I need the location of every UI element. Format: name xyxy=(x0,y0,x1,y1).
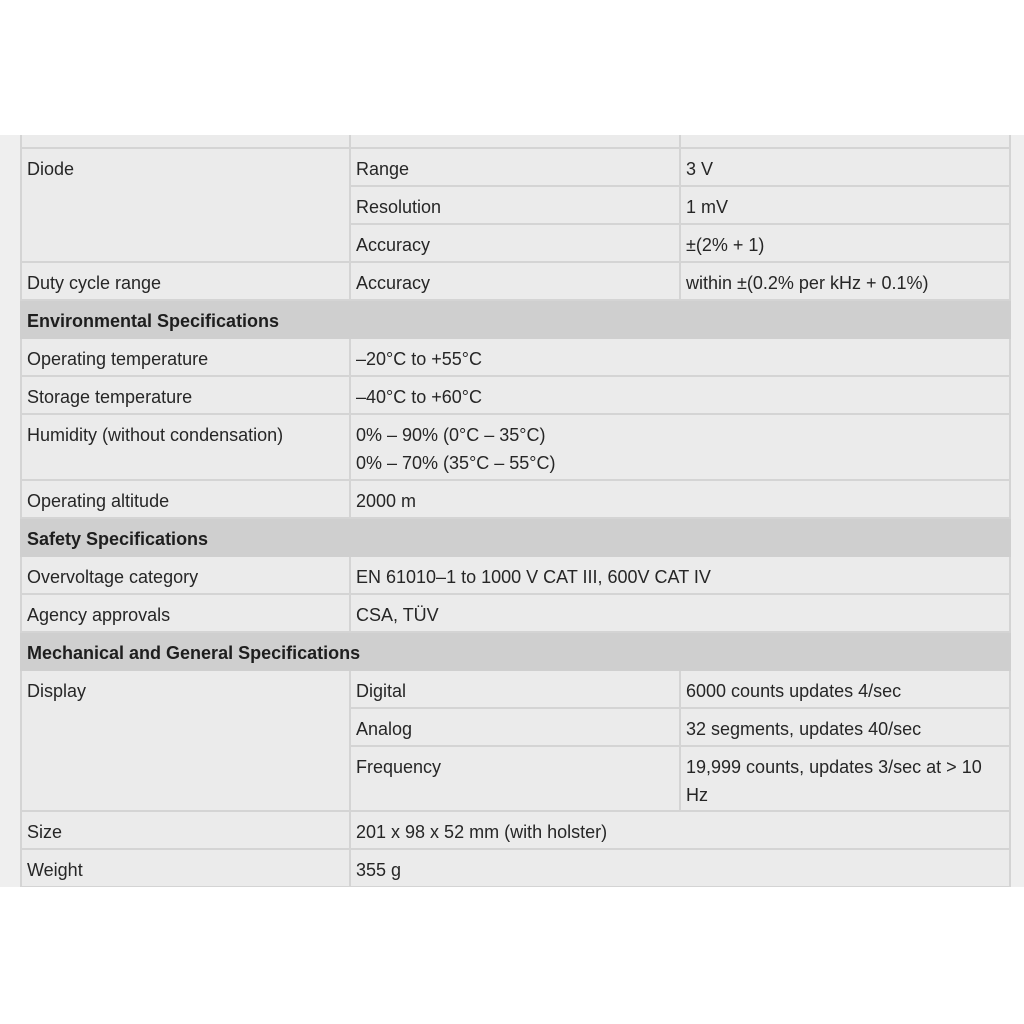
section-header xyxy=(21,632,1010,670)
value: ±(2% + 1) xyxy=(680,224,1010,262)
row-label: Overvoltage category xyxy=(21,556,350,594)
specifications-table xyxy=(20,135,1011,887)
row-label: Operating temperature xyxy=(21,338,350,376)
section-header xyxy=(21,300,1010,338)
row-label: Weight xyxy=(21,849,350,887)
table-row xyxy=(21,480,1010,518)
value: within ±(0.2% per kHz + 0.1%) xyxy=(680,262,1010,300)
sub-label: Accuracy xyxy=(350,262,680,300)
row-label: Storage temperature xyxy=(21,376,350,414)
table-row xyxy=(21,135,1010,148)
sub-label: Digital xyxy=(350,670,680,708)
row-label: Operating altitude xyxy=(21,480,350,518)
table-row xyxy=(21,594,1010,632)
sub-label: Frequency xyxy=(350,746,680,811)
section-title: Safety Specifications xyxy=(21,518,1010,556)
value: –40°C to +60°C xyxy=(350,376,1010,414)
sub-label: Range xyxy=(350,148,680,186)
row-label: Diode xyxy=(21,148,350,262)
value: CSA, TÜV xyxy=(350,594,1010,632)
section-header xyxy=(21,518,1010,556)
value: –20°C to +55°C xyxy=(350,338,1010,376)
row-label: Size xyxy=(21,811,350,849)
table-row xyxy=(21,262,1010,300)
value: 3 V xyxy=(680,148,1010,186)
table-row xyxy=(21,811,1010,849)
table-row xyxy=(21,670,1010,708)
value: 2000 m xyxy=(350,480,1010,518)
table-row xyxy=(21,414,1010,480)
table-row xyxy=(21,376,1010,414)
value: 201 x 98 x 52 mm (with holster) xyxy=(350,811,1010,849)
value: 32 segments, updates 40/sec xyxy=(680,708,1010,746)
row-label: Duty cycle range xyxy=(21,262,350,300)
row-label: Display xyxy=(21,670,350,811)
section-title: Environmental Specifications xyxy=(21,300,1010,338)
value: 355 g xyxy=(350,849,1010,887)
spec-page xyxy=(0,135,1024,887)
value: 19,999 counts, updates 3/sec at > 10 Hz xyxy=(680,746,1010,811)
table-row xyxy=(21,849,1010,887)
row-label: Agency approvals xyxy=(21,594,350,632)
sub-label: Accuracy xyxy=(350,224,680,262)
value xyxy=(350,414,1010,480)
value-line: 0% – 70% (35°C – 55°C) xyxy=(356,453,556,473)
table-row xyxy=(21,148,1010,186)
table-row xyxy=(21,338,1010,376)
row-label: Humidity (without condensation) xyxy=(21,414,350,480)
sub-label: Analog xyxy=(350,708,680,746)
sub-label: Resolution xyxy=(350,186,680,224)
table-row xyxy=(21,556,1010,594)
section-title: Mechanical and General Specifications xyxy=(21,632,1010,670)
value: EN 61010–1 to 1000 V CAT III, 600V CAT IV xyxy=(350,556,1010,594)
value: 1 mV xyxy=(680,186,1010,224)
value-line: 0% – 90% (0°C – 35°C) xyxy=(356,425,546,445)
value: 6000 counts updates 4/sec xyxy=(680,670,1010,708)
